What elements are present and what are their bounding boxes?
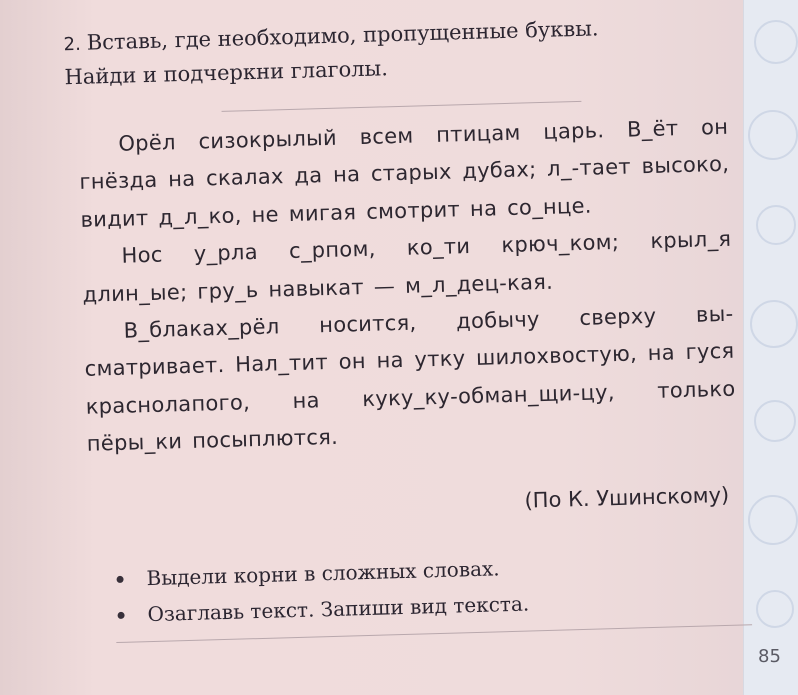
task-number: 2. (63, 33, 82, 56)
bullet-icon (116, 576, 123, 583)
text-paragraph-2: Нос у_рла с_рпом, ко_ти крюч_ком; крыл_я длин_ые; гру_ь навыкат — м_л_дец-кая. (82, 226, 732, 307)
bullet-text: Озаглавь текст. Запиши вид текста. (147, 591, 530, 627)
task-instruction-1: Вставь, где необходимо, пропущенные буквы. (86, 16, 599, 55)
text-paragraph-1: Орёл сизокрылый всем птицам царь. В_ёт он гнёзда на скалах да на старых дубах; л_-тает высоко, видит д_л_ко, не мигая смотрит на со_нце. (79, 114, 730, 232)
exercise-text (78, 109, 737, 464)
bullet-icon (117, 612, 124, 619)
bullet-text: Выдели корни в сложных словах. (146, 556, 500, 591)
task-instruction-2: Найди и подчеркни глаголы. (64, 56, 389, 90)
additional-tasks (110, 544, 732, 633)
page-number: 85 (758, 646, 781, 667)
author-attribution: (По К. Ушинскому) (524, 482, 730, 513)
text-paragraph-3: В_блаках_рёл носится, добычу сверху вы-сматривает. Нал_тит он на утку шилохвостую, на гуся краснолапого, на куку_ку-обман_щи-цу, только пёры_ки посыплются. (84, 301, 736, 457)
task-heading (63, 9, 725, 93)
separator-line (222, 101, 582, 112)
